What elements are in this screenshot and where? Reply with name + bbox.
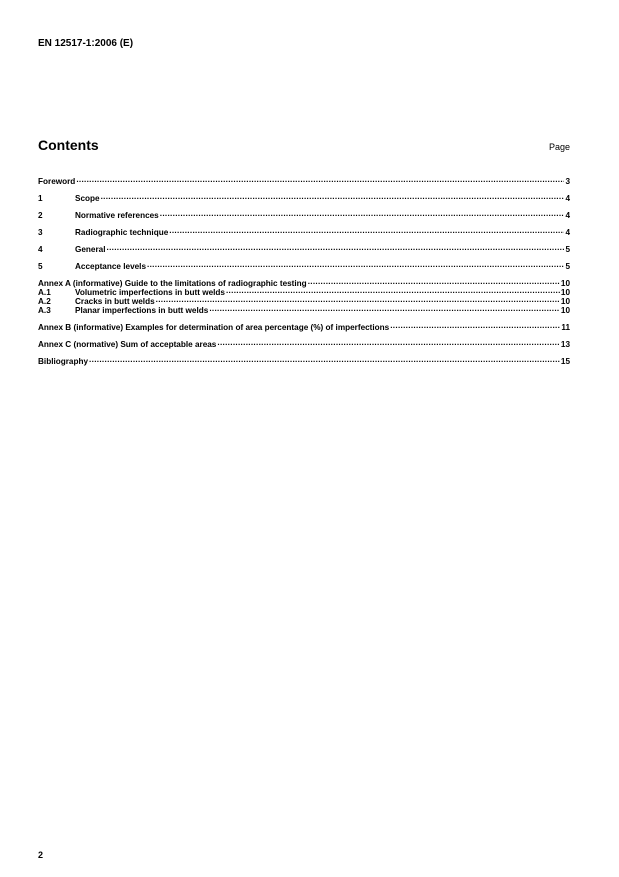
toc-entry-page: 11 bbox=[561, 323, 570, 332]
toc-entry-number: A.3 bbox=[38, 306, 51, 315]
toc-dot-leader bbox=[147, 260, 564, 269]
toc-entry-page: 4 bbox=[565, 228, 570, 237]
page-column-label: Page bbox=[548, 142, 570, 152]
toc-entry-page: 15 bbox=[560, 357, 570, 366]
footer-page-number: 2 bbox=[38, 850, 44, 860]
toc-dot-leader bbox=[107, 243, 565, 252]
toc-dot-leader bbox=[226, 286, 560, 295]
toc-entry[interactable] bbox=[38, 304, 570, 313]
toc-dot-leader bbox=[156, 295, 560, 304]
toc-dot-leader bbox=[209, 304, 560, 313]
toc-entry-page: 4 bbox=[565, 194, 570, 203]
toc-entry[interactable] bbox=[38, 226, 570, 235]
toc-entry-title: Normative references bbox=[75, 211, 159, 220]
toc-dot-leader bbox=[89, 355, 560, 364]
toc-dot-leader bbox=[390, 321, 560, 330]
toc-entry-page: 10 bbox=[560, 306, 570, 315]
toc-entry-title: Annex C (normative) Sum of acceptable areas bbox=[38, 340, 217, 349]
toc-entry[interactable] bbox=[38, 321, 570, 330]
toc-entry-number: A.1 bbox=[38, 288, 51, 297]
toc-entry[interactable] bbox=[38, 338, 570, 347]
toc-entry-number: 2 bbox=[38, 211, 43, 220]
toc-entry-title: Cracks in butt welds bbox=[75, 297, 155, 306]
toc-entry-number: 3 bbox=[38, 228, 43, 237]
toc-entry[interactable] bbox=[38, 192, 570, 201]
toc-entry[interactable] bbox=[38, 243, 570, 252]
toc-dot-leader bbox=[76, 175, 564, 184]
toc-dot-leader bbox=[101, 192, 565, 201]
toc-entry-page: 13 bbox=[560, 340, 570, 349]
toc-entry-title: Planar imperfections in butt welds bbox=[75, 306, 209, 315]
toc-entry-title: Radiographic technique bbox=[75, 228, 169, 237]
toc-entry-title: General bbox=[75, 245, 106, 254]
toc-entry-number: 5 bbox=[38, 262, 43, 271]
toc-dot-leader bbox=[308, 277, 560, 286]
toc-entry-page: 4 bbox=[565, 211, 570, 220]
toc-entry[interactable] bbox=[38, 286, 570, 295]
toc-entry-number: A.2 bbox=[38, 297, 51, 306]
toc-dot-leader bbox=[169, 226, 564, 235]
toc-entry-page: 5 bbox=[565, 262, 570, 271]
toc-entry-page: 10 bbox=[560, 297, 570, 306]
toc-entry-title: Scope bbox=[75, 194, 100, 203]
toc-entry[interactable] bbox=[38, 355, 570, 364]
toc-entry[interactable] bbox=[38, 295, 570, 304]
toc-entry-page: 10 bbox=[560, 288, 570, 297]
toc-entry-title: Annex B (informative) Examples for determination of area percentage (%) of imperfections bbox=[38, 323, 390, 332]
document-id-header: EN 12517-1:2006 (E) bbox=[38, 38, 134, 49]
toc-entry-number: 4 bbox=[38, 245, 43, 254]
toc-entry-title: Volumetric imperfections in butt welds bbox=[75, 288, 225, 297]
contents-heading: Contents bbox=[38, 137, 99, 153]
toc-entry[interactable] bbox=[38, 209, 570, 218]
toc-entry[interactable] bbox=[38, 175, 570, 184]
toc-dot-leader bbox=[160, 209, 565, 218]
toc-entry-title: Annex A (informative) Guide to the limitations of radiographic testing bbox=[38, 279, 307, 288]
toc-entry[interactable] bbox=[38, 260, 570, 269]
toc-entry-number: 1 bbox=[38, 194, 43, 203]
table-of-contents bbox=[38, 175, 570, 364]
toc-entry-title: Acceptance levels bbox=[75, 262, 147, 271]
toc-entry-page: 5 bbox=[565, 245, 570, 254]
toc-entry-title: Foreword bbox=[38, 177, 76, 186]
toc-entry-title: Bibliography bbox=[38, 357, 89, 366]
toc-entry[interactable] bbox=[38, 277, 570, 286]
toc-dot-leader bbox=[217, 338, 560, 347]
toc-entry-page: 3 bbox=[565, 177, 570, 186]
toc-entry-page: 10 bbox=[560, 279, 570, 288]
